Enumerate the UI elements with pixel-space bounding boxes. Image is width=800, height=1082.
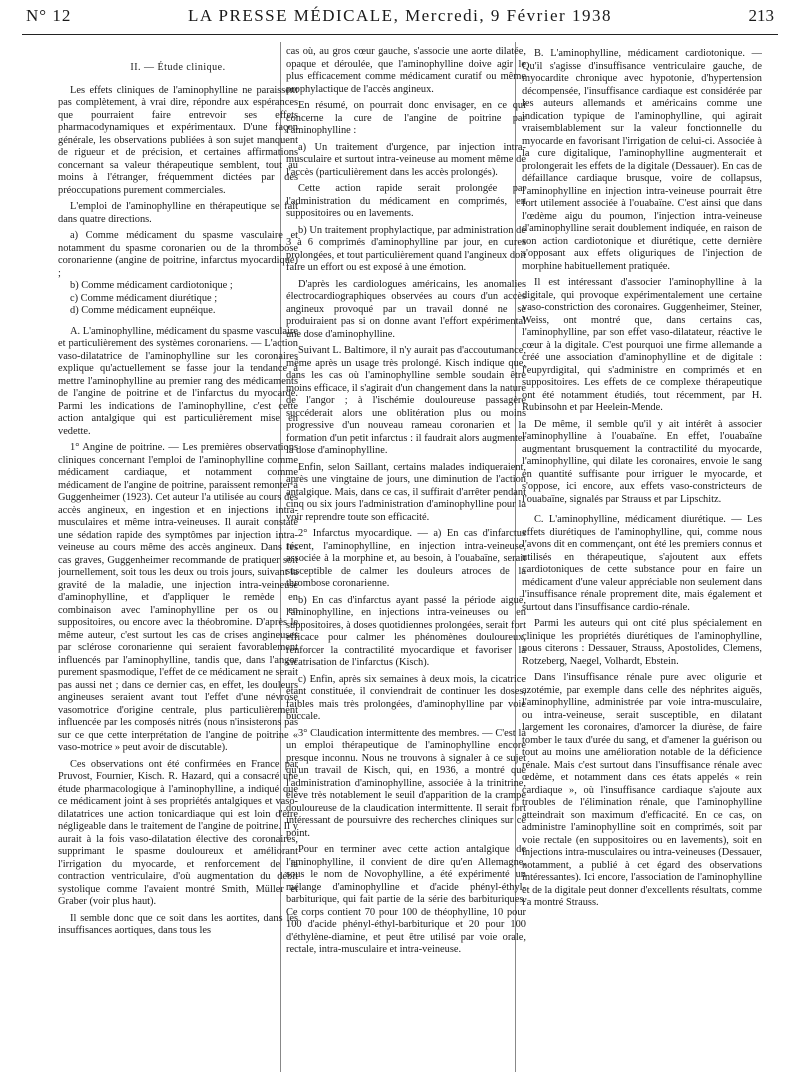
section-title: II. — Étude clinique. [130, 62, 226, 73]
column-1 [58, 50, 298, 1075]
list-item: b) Comme médicament cardiotonique ; [70, 280, 233, 291]
paragraph: D'après les cardiologues américains, les anomalies électrocardiographiques observées au cours d'un accès angineux provoqué par un travail donné ne se produiraient pas si on donne avant l'effort expérimental une dose d'aminophylline. [286, 278, 526, 340]
list-item: d) Comme médicament eupnéique. [70, 305, 216, 316]
paragraph: Dans l'insuffisance rénale pure avec oligurie et azotémie, par exemple dans celle des néphrites aiguës, l'aminophylline, administrée par voie intra-musculaire, ou intra-veineuse, serait susceptible, en dilatant largement les coronaires, d'amorcer la diurèse, de faire tomber le taux d'urée du sang, et d'amener la guérison ou tout au moins une amélioration notable de la déficience rénale. Mais c'est surtout dans l'insuffisance rénale avec œdème, et notamment dans ces états appelés « rein cardiaque », où l'insuffisance cardiaque s'ajoute aux troubles de l'élimination rénale, que l'aminophylline atteindrait son maximum d'efficacité. En ce cas, on administre l'aminophylline soit en comprimés, soit par voie rectale (en suppositoires ou en lavements), soit en injections intra-musculaires ou intra-veineuses (Dessauer, notamment, a publié à cet égard des observations intéressantes). Ici encore, l'association de l'aminophylline et de la digitale peut donner d'excellents résultats, comme l'a montré Strauss. [522, 672, 762, 908]
paragraph: Enfin, selon Saillant, certains malades indiqueraient, après une vingtaine de jours, une diminution de l'action antalgique. Mais, dans ce cas, il suffirait d'arrêter pendant cinq ou six jours l'administration d'aminophylline pour la voir reprendre toute son efficacité. [286, 461, 526, 523]
paragraph: Il semble donc que ce soit dans les aortites, dans les insuffisances aortiques, dans tous les [58, 912, 298, 936]
page-header [22, 4, 778, 35]
subsection-c: C. L'aminophylline, médicament diurétique. — Les effets diurétiques de l'aminophylline, qui, comme nous l'avons dit en commençant, ont été les premiers connus et utilisés en thérapeutique, s'ajoutent aux effets cardiotoniques de cette substance pour en faire un médicament d'une valeur appréciable non seulement dans l'insuffisance rénale proprement dite, mais également et surtout dans l'insuffisance cardio-rénale. [522, 514, 762, 613]
journal-title: LA PRESSE MÉDICALE, Mercredi, 9 Février 1938 [188, 6, 612, 25]
paragraph: b) Un traitement prophylactique, par administration de 3 à 6 comprimés d'aminophylline par jour, en cures prolongées, et tout particulièrement quand l'angineux doit faire un effort ou est exposé à une émotion. [286, 224, 526, 273]
paragraph: b) En cas d'infarctus ayant passé la période aiguë, l'aminophylline, en injections intra-veineuses ou en suppositoires, à doses quotidiennes prolongées, serait fort efficace pour calmer les phénomènes douloureux, renforcer la contractilité myocardique et favoriser la cicatrisation de l'infarctus (Kisch). [286, 594, 526, 668]
paragraph: Suivant L. Baltimore, il n'y aurait pas d'accoutumance, même après un usage très prolongé. Kisch indique que, dans les cas où l'aminophylline semble soudain être moins efficace, il s'agirait d'un changement dans la nature de l'angor ; à l'ischémie douloureuse passagère succéderait alors une oblitération plus ou moins progressive d'un nouveau rameau coronarien et la formation d'un petit infarctus : il faudrait alors augmenter la dose d'aminophylline. [286, 345, 526, 456]
paragraph: c) Enfin, après six semaines à deux mois, la cicatrice étant constituée, il conviendrait de continuer les doses, faibles mais très prolongées, d'aminophylline par voie buccale. [286, 673, 526, 722]
column-3 [522, 48, 762, 1073]
paragraph: Pour en terminer avec cette action antalgique de l'aminophylline, il convient de dire qu'en Allemagne, sous le nom de Novophylline, a été expérimenté un mélange d'aminophylline et d'acide phényl-éthyl-barbiturique, qui fait partie de la série des barbituriques. Ce corps contient 70 pour 100 de théophylline, 10 pour 100 d'acide phényl-éthyl-barbiturique et 20 pour 100 d'éthylène-diamine, et peut être utilisé par voie orale, rectale, intra-musculaire et intra-veineuse. [286, 844, 526, 955]
paragraph: L'emploi de l'aminophylline en thérapeutique se fait dans quatre directions. [58, 201, 298, 225]
issue-number: N° 12 [26, 6, 72, 25]
column-2 [286, 46, 526, 1071]
paragraph: Parmi les auteurs qui ont cité plus spécialement en clinique les propriétés diurétiques de l'aminophylline, nous citerons : Dessauer, Strauss, Apostolides, Clemens, Rotzeberg, Naegel, Volhardt, Ebstein. [522, 618, 762, 667]
paragraph: cas où, au gros cœur gauche, s'associe une aorte dilatée, opaque et déroulée, que l'aminophylline doive agir le plus efficacement comme médicament curatif ou même prophylactique de l'accès angineux. [286, 46, 526, 95]
subsection-b: B. L'aminophylline, médicament cardiotonique. — Qu'il s'agisse d'insuffisance ventriculaire gauche, de myocardite chronique avec hypotonie, d'hypertension décompensée, l'insuffisance cardiaque est considérée par les auteurs allemands et américains comme une indication typique de l'aminophylline, qui agirait vraisemblablement sur la valeur fonctionnelle du myocarde en favorisant l'irrigation de celui-ci. Associée à la cure digitalique, l'aminophylline augmenterait et prolongerait les effets de la digitale (Dessauer). En cas de défaillance cardiaque brusque, voire de collapsus, l'aminophylline en injection intra-veineuse pourrait être fort utilement associée à l'ouabaïne. C'est ainsi que dans l'œdème aigu du poumon, l'injection intra-veineuse d'aminophylline serait doublement indiquée, en raison de son action cardiotonique et diurétique, cette dernière s'opposant aux effets oliguriques de l'injection de morphine habituellement pratiquée. [522, 48, 762, 272]
paragraph: 1° Angine de poitrine. — Les premières observations cliniques concernant l'emploi de l'aminophylline comme médicament cardiaque, et notamment comme médicament de l'angine de poitrine, paraissent remonter à Guggenheimer (1923). Cet auteur l'a utilisée au cours des accès angineux, en ingestion et en injections intra-musculaires et même intra-veineuses. Il aurait constaté une sédation rapide des symptômes par injection intra-veineuse au cours même des accès angineux. Dans les cas graves, Guggenheimer recommande de pratiquer soit journellement, soit tous les deux ou trois jours, suivant la gravité de la maladie, une injection intra-veineuse d'aminophylline, et d'appliquer le remède en combinaison avec l'aminophylline per os ou en suppositoires, ou encore avec la théobromine. D'après le même auteur, c'est surtout les cas de crises angineuses par sclérose coronarienne qui seraient favorablement influencés par l'aminophylline, tandis que, dans l'angor purement spasmodique, l'effet de ce médicament ne serait pas aussi net ; dans ce dernier cas, en effet, les douleurs angineuses seraient avant tout l'effet d'une névrose vasomotrice d'origine centrale, plus particulièrement influencée par les composés nitrés (nous n'insisterons pas sur ce que cette interprétation de l'angine de poitrine « vaso-motrice » peut avoir de discutable). [58, 442, 298, 753]
subsection-a: A. L'aminophylline, médicament du spasme vasculaire et particulièrement des systèmes coronariens. — L'action vaso-dilatatrice de l'aminophylline sur les coronaires explique qu'actuellement se fasse jour la tendance à mettre l'aminophylline au premier rang des médicaments de l'angine de poitrine et de l'infarctus du myocarde. Parmi les indications de l'aminophylline, c'est cette action antalgique qui est particulièrement mise en vedette. [58, 325, 298, 437]
paragraph: En résumé, on pourrait donc envisager, en ce qui concerne la cure de l'angine de poitrine par l'aminophylline : [286, 100, 526, 136]
paragraph: 3° Claudication intermittente des membres. — C'est là un emploi thérapeutique de l'aminophylline encore presque inconnu. Nous ne trouvons à signaler à ce sujet qu'un travail de Kisch, qui, en 1936, a montré que l'administration d'aminophylline, associée à la trinitrine, élève très notablement le seuil d'apparition de la crampe douloureuse de la claudication intermittente. Il serait fort intéressant de poursuivre des recherches cliniques sur ce point. [286, 727, 526, 839]
list-item: a) Comme médicament du spasme vasculaire et notamment du spasme coronarien ou de la thrombose coronarienne (angine de poitrine, infarctus myocardique) ; [58, 230, 298, 279]
paragraph: Il est intéressant d'associer l'aminophylline à la digitale, qui provoque expérimentalement une certaine vaso-constriction des coronaires. Guggenheimer, Steiner, Weiss, ont montré que, dans certains cas, l'aminophylline, par son effet vaso-dilatateur, réactive le cœur à la digitale. C'est pourquoi une firme allemande a créé une association d'aminophylline et de digitale : l'eupyrdigital, qui s'administre en comprimés et en suppositoires. Les effets de ce complexe thérapeutique ont été notamment étudiés, tout récemment, par H. Rubinsohn et par Heelein-Mende. [522, 277, 762, 413]
paragraph: De même, il semble qu'il y ait intérêt à associer l'aminophylline à l'ouabaïne. En effet, l'ouabaïne augmentant brusquement la contractilité du myocarde, l'aminophylline, qui dilate les coronaires, envoie le sang en quantité suffisante pour irriguer le myocarde, et s'oppose, ici encore, aux effets vaso-constricteurs de l'ouabaïne, signalés par Strauss et par Lipschitz. [522, 418, 762, 505]
paragraph: a) Un traitement d'urgence, par injection intra-musculaire et surtout intra-veineuse au moment même de l'accès (particulièrement dans les accès prolongés). [286, 141, 526, 178]
paragraph: 2° Infarctus myocardique. — a) En cas d'infarctus récent, l'aminophylline, en injection intra-veineuse, associée à la morphine et, au besoin, à l'ouabaïne, serait susceptible de calmer les douleurs atroces de la thrombose coronarienne. [286, 528, 526, 589]
paragraph: Cette action rapide serait prolongée par l'administration du médicament en comprimés, en suppositoires ou en lavements. [286, 183, 526, 219]
list-item: c) Comme médicament diurétique ; [70, 292, 218, 304]
paragraph: Les effets cliniques de l'aminophylline ne paraissent pas complètement, à vrai dire, répondre aux espérances que pourraient faire entrevoir ses effets pharmacodynamiques et expérimentaux. D'une façon générale, les observations publiées à son sujet manquent de rigueur et de précision, et certaines affirmations concernant sa valeur thérapeutique semblent, tout au moins à l'étranger, fréquemment dictées par des préoccupations purement commerciales. [58, 84, 298, 196]
page-number: 213 [748, 6, 774, 25]
paragraph: Ces observations ont été confirmées en France par Pruvost, Fournier, Kisch. R. Hazard, qui a consacré une étude pharmacologique à l'aminophylline, a indiqué que ce médicament joint à ses propriétés antalgiques et vaso-dilatatrices une action tonicardiaque qui est loin d'être négligeable dans le traitement de l'angine de poitrine. Il y aurait à la fois vaso-dilatation élective des coronaires, supprimant le spasme douloureux et améliorant l'irrigation du myocarde, et renforcement de la contraction ventriculaire, d'où augmentation du débit systolique comme l'avaient montré Smith, Müller et Graber (voir plus haut). [58, 758, 298, 907]
